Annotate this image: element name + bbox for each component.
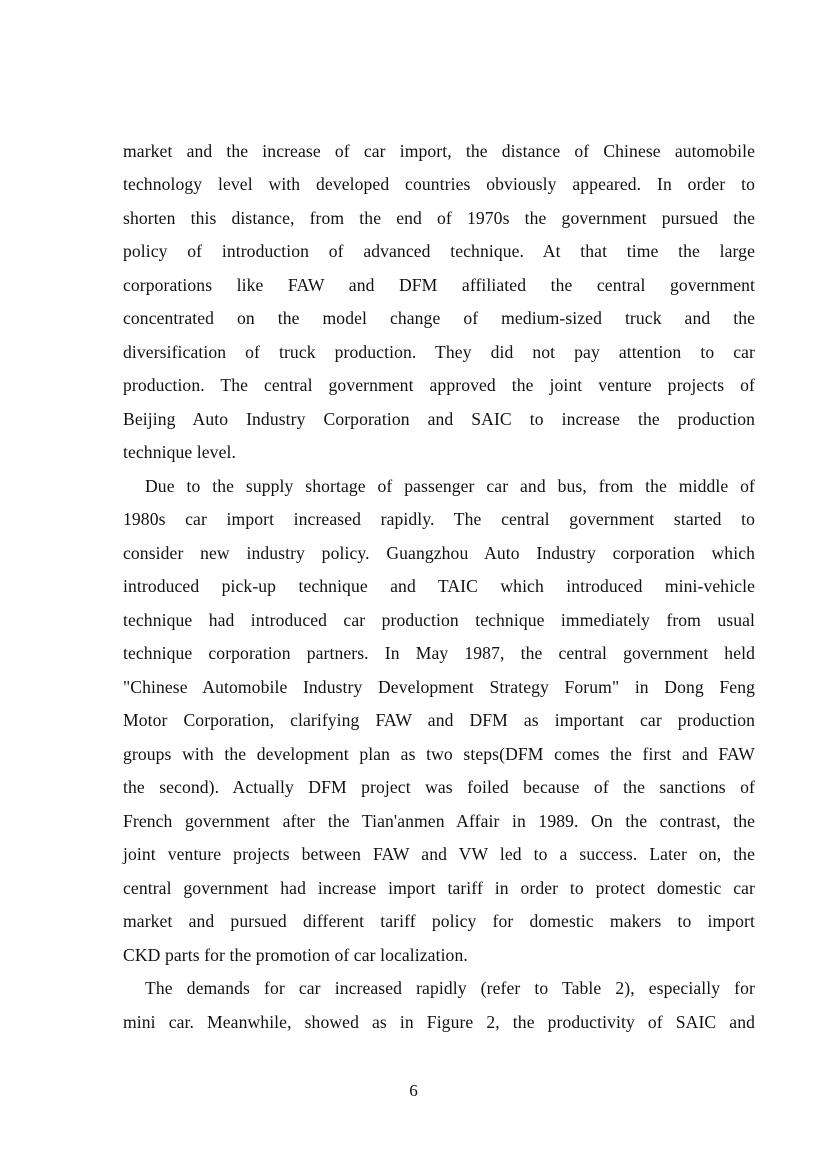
text-line: 1980s car import increased rapidly. The central government started to [123, 509, 755, 529]
text-line: "Chinese Automobile Industry Development Strategy Forum" in Dong Feng [123, 677, 755, 697]
text-line: policy of introduction of advanced technique. At that time the large [123, 241, 755, 261]
text-line: technique corporation partners. In May 1987, the central government held [123, 643, 755, 663]
text-line: CKD parts for the promotion of car localization. [123, 945, 468, 965]
text-line: French government after the Tian'anmen Affair in 1989. On the contrast, the [123, 811, 755, 831]
text-line: shorten this distance, from the end of 1970s the government pursued the [123, 208, 755, 228]
text-line: the second). Actually DFM project was foiled because of the sanctions of [123, 777, 755, 797]
text-line: consider new industry policy. Guangzhou Auto Industry corporation which [123, 543, 755, 563]
text-line: The demands for car increased rapidly (refer to Table 2), especially for [145, 978, 755, 998]
text-line: diversification of truck production. They did not pay attention to car [123, 342, 755, 362]
text-line: market and the increase of car import, the distance of Chinese automobile [123, 141, 755, 161]
text-line: technique level. [123, 442, 236, 462]
text-line: market and pursued different tariff policy for domestic makers to import [123, 911, 755, 931]
text-line: introduced pick-up technique and TAIC which introduced mini-vehicle [123, 576, 755, 596]
page-number: 6 [409, 1081, 418, 1100]
text-line: groups with the development plan as two steps(DFM comes the first and FAW [123, 744, 755, 764]
text-line: technology level with developed countries obviously appeared. In order to [123, 174, 755, 194]
text-line: concentrated on the model change of medium-sized truck and the [123, 308, 755, 328]
text-line: central government had increase import tariff in order to protect domestic car [123, 878, 755, 898]
text-line: technique had introduced car production technique immediately from usual [123, 610, 755, 630]
text-line: production. The central government approved the joint venture projects of [123, 375, 755, 395]
text-line: joint venture projects between FAW and VW led to a success. Later on, the [123, 844, 755, 864]
text-line: Beijing Auto Industry Corporation and SAIC to increase the production [123, 409, 755, 429]
text-line: Motor Corporation, clarifying FAW and DFM as important car production [123, 710, 755, 730]
text-line: mini car. Meanwhile, showed as in Figure 2, the productivity of SAIC and [123, 1012, 755, 1032]
text-line: corporations like FAW and DFM affiliated the central government [123, 275, 755, 295]
text-line: Due to the supply shortage of passenger car and bus, from the middle of [145, 476, 755, 496]
